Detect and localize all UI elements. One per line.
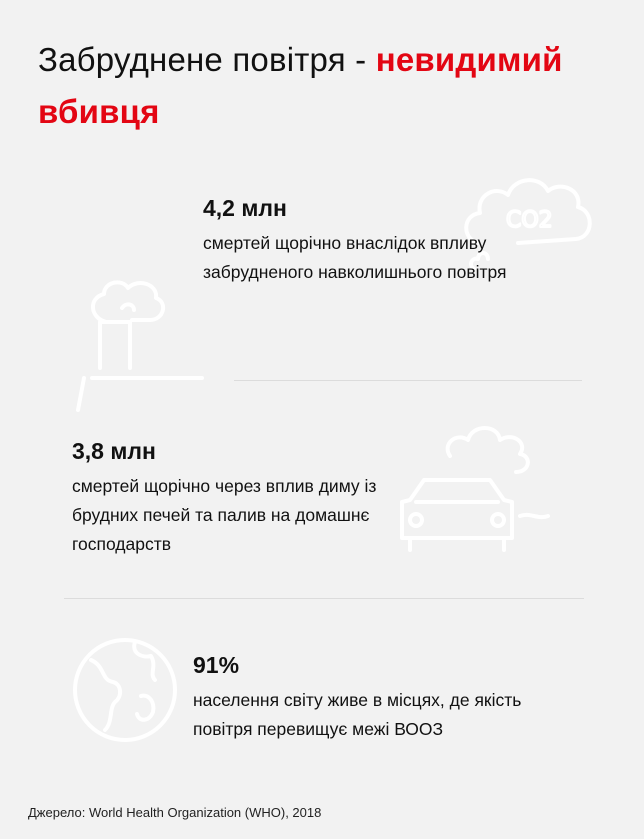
stat-description: смертей щорічно внаслідок впливу забрудненого навколишнього повітря: [203, 233, 507, 282]
page-title: [38, 34, 628, 138]
stat-value: 91%: [193, 652, 240, 678]
stat-value: 4,2 млн: [203, 195, 287, 221]
title-accent: невидимий вбивця: [38, 41, 563, 130]
stat-description: населення світу живе в місцях, де якість повітря перевищує межі ВООЗ: [193, 690, 522, 739]
divider: [64, 598, 584, 599]
globe-icon: [65, 630, 185, 750]
factory-chimney-icon: [62, 260, 222, 420]
car-exhaust-icon: [380, 420, 580, 570]
co2-label: CO2: [506, 208, 553, 233]
stat-value: 3,8 млн: [72, 438, 156, 464]
stat-ambient-air-deaths: [203, 193, 523, 287]
source-note: Джерело: World Health Organization (WHO), 2018: [28, 805, 322, 820]
stat-household-smoke-deaths: [72, 436, 392, 559]
stat-population-share: [193, 650, 553, 744]
title-main: Забруднене повітря -: [38, 41, 376, 78]
stat-description: смертей щорічно через вплив диму із брудних печей та палив на домашнє господарств: [72, 476, 377, 554]
divider: [234, 380, 582, 381]
